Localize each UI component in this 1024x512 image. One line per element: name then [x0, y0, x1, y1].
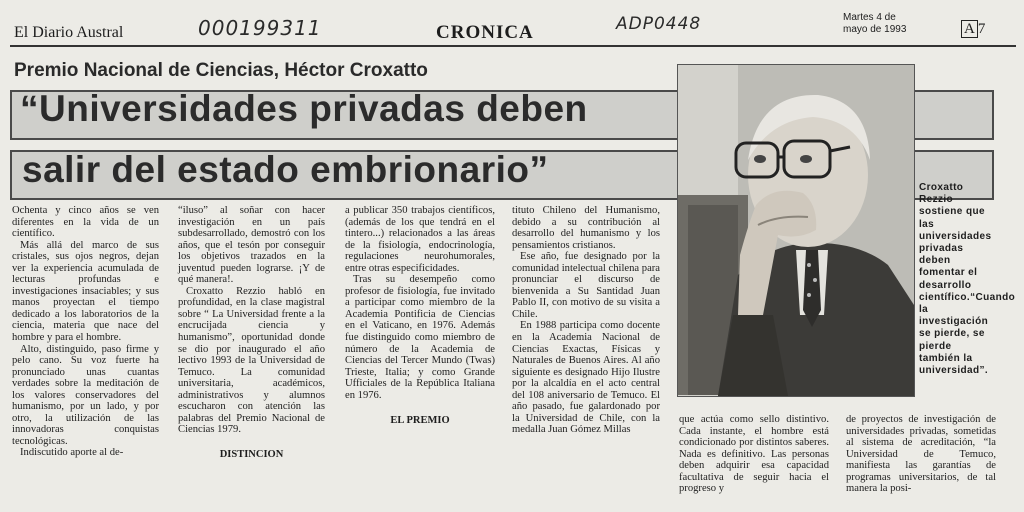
article-column-4: [512, 205, 660, 436]
handwritten-reference: ADP0448: [616, 14, 702, 34]
photo-caption: Croxatto Rezzio sostiene que las universidades privadas deben fomentar el desarrollo científico.“Cuando la investigación se pierde, se pierde también la universidad”.: [919, 182, 1016, 377]
issue-date: [843, 12, 906, 36]
article-column-6: [846, 414, 996, 495]
column-2-paragraph: “iluso” al soñar con hacer investigación en un país subdesarrollado, demostró con los años, que el tesón por conseguir los objetivos trazados en la juventud pueden lograrse. ¡Y de qué manera!.: [178, 205, 325, 286]
page-digit: 7: [977, 21, 986, 37]
issue-date-line1: Martes 4 de: [843, 12, 896, 23]
newspaper-name: El Diario Austral: [14, 24, 124, 41]
issue-date-line2: mayo de 1993: [843, 24, 907, 35]
page-number: [961, 22, 985, 37]
column-1-paragraph: Ochenta y cinco años se ven diferentes en la vida de un científico.: [12, 205, 159, 240]
column-2-paragraph: Croxatto Rezzio habló en profundidad, en la clase magistral sobre “ La Universidad frente a la encrucijada ciencia y humanismo”, oportunidad donde se dio por inaugurado el año lectivo 1993 de la Universidad de Temuco. La comunidad universitaria, académicos, administrativos y alumnos escucharon con atención las palabras del Premio Nacional de Ciencias 1979.: [178, 285, 325, 436]
column-6-paragraph: de proyectos de investigación de universidades privadas, sometidas al sistema de acreditación, “la Universidad de Temuco, manifiesta las garantías de programas universitarios, de tal manera la posi-: [846, 414, 996, 495]
handwritten-archive-code: 000199311: [198, 16, 322, 40]
article-column-1: [12, 205, 159, 459]
headline-line-1: “Universidades privadas deben: [20, 88, 588, 129]
column-5-paragraph: que actúa como sello distintivo. Cada instante, el hombre está condicionado por distintos saberes. Nada es definitivo. Las personas deben adquirir esa capacidad facultativa de seguir hacia el progreso y: [679, 414, 829, 495]
column-1-paragraph: Indiscutido aporte al de-: [20, 447, 124, 459]
article-column-5: [679, 414, 829, 495]
column-3-paragraph: a publicar 350 trabajos científicos, (además de los que tendrá en el tintero...) relacionados a las áreas de la fisiología, endocrinología, regulaciones neurohumorales, entre otras especificidades.: [345, 205, 495, 274]
section-title: CRONICA: [436, 22, 534, 43]
column-3-paragraph: Tras su desempeño como profesor de fisiología, fue invitado a participar como miembro de la Academia Pontificia de Ciencias en el Vaticano, en 1976. Además fue distinguido como miembro de número de la Academia de Ciencias del Tercer Mundo (Twas) Trieste, Italia; y como Grande Ufficiales de la República Italiana en 1976.: [345, 274, 495, 401]
headline-line-2: salir del estado embrionario”: [22, 149, 549, 190]
portrait-photo: [677, 64, 915, 397]
article-column-2: [178, 205, 325, 460]
column-2-subhead: DISTINCION: [219, 448, 284, 460]
column-3-subhead: EL PREMIO: [390, 415, 450, 427]
article-column-3: [345, 205, 495, 427]
masthead-rule: [10, 45, 1016, 47]
column-1-paragraph: Alto, distinguido, paso firme y pelo cano. Su voz fuerte ha pronunciado unas cuantas verdades sobre la meditación de los valores conservadores del humanismo, por un lado, y por otro, la utilización de las innovadoras conquistas tecnológicas.: [12, 343, 159, 447]
column-4-paragraph: En 1988 participa como docente en la Academia Nacional de Ciencias Exactas, Físicas y Naturales de Buenos Aires. Al año siguiente es designado Hijo Ilustre por la alcaldía en el acto central del 108 aniversario de Temuco. El año pasado, fue galardonado por la Universidad de Chile, con la medalla Juan Gómez Millas: [512, 320, 660, 436]
page-letter: A: [961, 20, 978, 38]
column-4-paragraph: tituto Chileno del Humanismo, debido a su contribución al desarrollo del humanismo y los pensamientos cristianos.: [512, 205, 660, 251]
column-4-paragraph: Ese año, fue designado por la comunidad intelectual chilena para pronunciar el discurso de bienvenida a Su Santidad Juan Pablo II, con motivo de su visita a Chile.: [512, 251, 660, 320]
column-1-paragraph: Más allá del marco de sus cristales, sus ojos negros, dejan ver la experiencia acumulada de lecturas profundas e investigaciones insaciables; y sus manos proyectan el tiempo dedicado a los laboratorios de la ciencia, materia que nace del hombre y para el hombre.: [12, 239, 159, 344]
article-kicker: Premio Nacional de Ciencias, Héctor Croxatto: [14, 60, 428, 81]
